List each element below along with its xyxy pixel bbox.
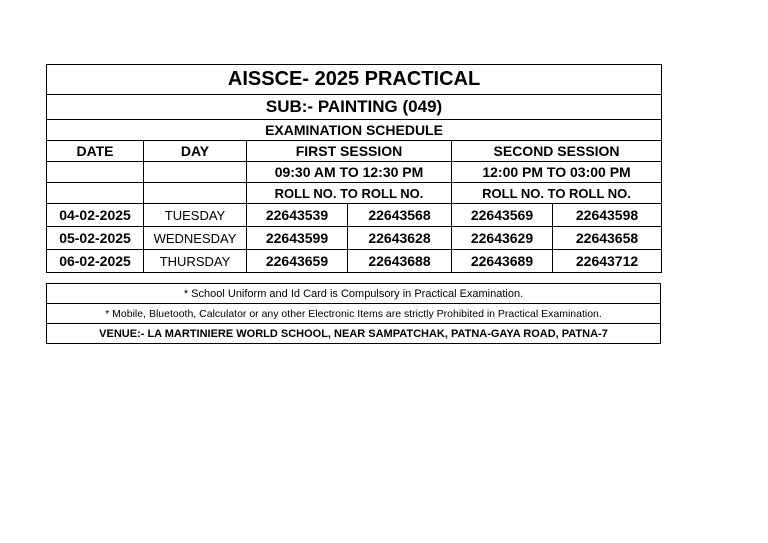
table-row bbox=[47, 227, 662, 250]
roll-to-cell: 22643658 bbox=[553, 227, 662, 250]
first-session-roll-header: ROLL NO. TO ROLL NO. bbox=[247, 183, 452, 204]
day-cell: THURSDAY bbox=[144, 250, 247, 273]
roll-from-cell: 22643629 bbox=[452, 227, 553, 250]
empty-cell bbox=[144, 183, 247, 204]
roll-from-cell: 22643599 bbox=[247, 227, 348, 250]
day-cell: TUESDAY bbox=[144, 204, 247, 227]
electronics-note: * Mobile, Bluetooth, Calculator or any other Electronic Items are strictly Prohibited in Practical Examination. bbox=[47, 304, 661, 324]
second-session-time: 12:00 PM TO 03:00 PM bbox=[452, 162, 662, 183]
second-session-roll-header: ROLL NO. TO ROLL NO. bbox=[452, 183, 662, 204]
roll-to-cell: 22643688 bbox=[348, 250, 452, 273]
schedule-table bbox=[46, 64, 662, 273]
empty-cell bbox=[47, 162, 144, 183]
notes-table bbox=[46, 283, 661, 344]
day-header: DAY bbox=[144, 141, 247, 162]
date-cell: 05-02-2025 bbox=[47, 227, 144, 250]
roll-from-cell: 22643539 bbox=[247, 204, 348, 227]
table-row bbox=[47, 250, 662, 273]
roll-from-cell: 22643689 bbox=[452, 250, 553, 273]
venue-note: VENUE:- LA MARTINIERE WORLD SCHOOL, NEAR SAMPATCHAK, PATNA-GAYA ROAD, PATNA-7 bbox=[47, 324, 661, 344]
uniform-note: * School Uniform and Id Card is Compulsory in Practical Examination. bbox=[47, 284, 661, 304]
first-session-header: FIRST SESSION bbox=[247, 141, 452, 162]
document-title: AISSCE- 2025 PRACTICAL bbox=[47, 65, 662, 95]
first-session-time: 09:30 AM TO 12:30 PM bbox=[247, 162, 452, 183]
subject-title: SUB:- PAINTING (049) bbox=[47, 95, 662, 120]
table-row bbox=[47, 204, 662, 227]
empty-cell bbox=[47, 183, 144, 204]
second-session-header: SECOND SESSION bbox=[452, 141, 662, 162]
empty-cell bbox=[144, 162, 247, 183]
day-cell: WEDNESDAY bbox=[144, 227, 247, 250]
date-header: DATE bbox=[47, 141, 144, 162]
roll-from-cell: 22643659 bbox=[247, 250, 348, 273]
roll-to-cell: 22643628 bbox=[348, 227, 452, 250]
roll-to-cell: 22643712 bbox=[553, 250, 662, 273]
schedule-heading: EXAMINATION SCHEDULE bbox=[47, 120, 662, 141]
date-cell: 04-02-2025 bbox=[47, 204, 144, 227]
roll-to-cell: 22643598 bbox=[553, 204, 662, 227]
date-cell: 06-02-2025 bbox=[47, 250, 144, 273]
roll-from-cell: 22643569 bbox=[452, 204, 553, 227]
roll-to-cell: 22643568 bbox=[348, 204, 452, 227]
